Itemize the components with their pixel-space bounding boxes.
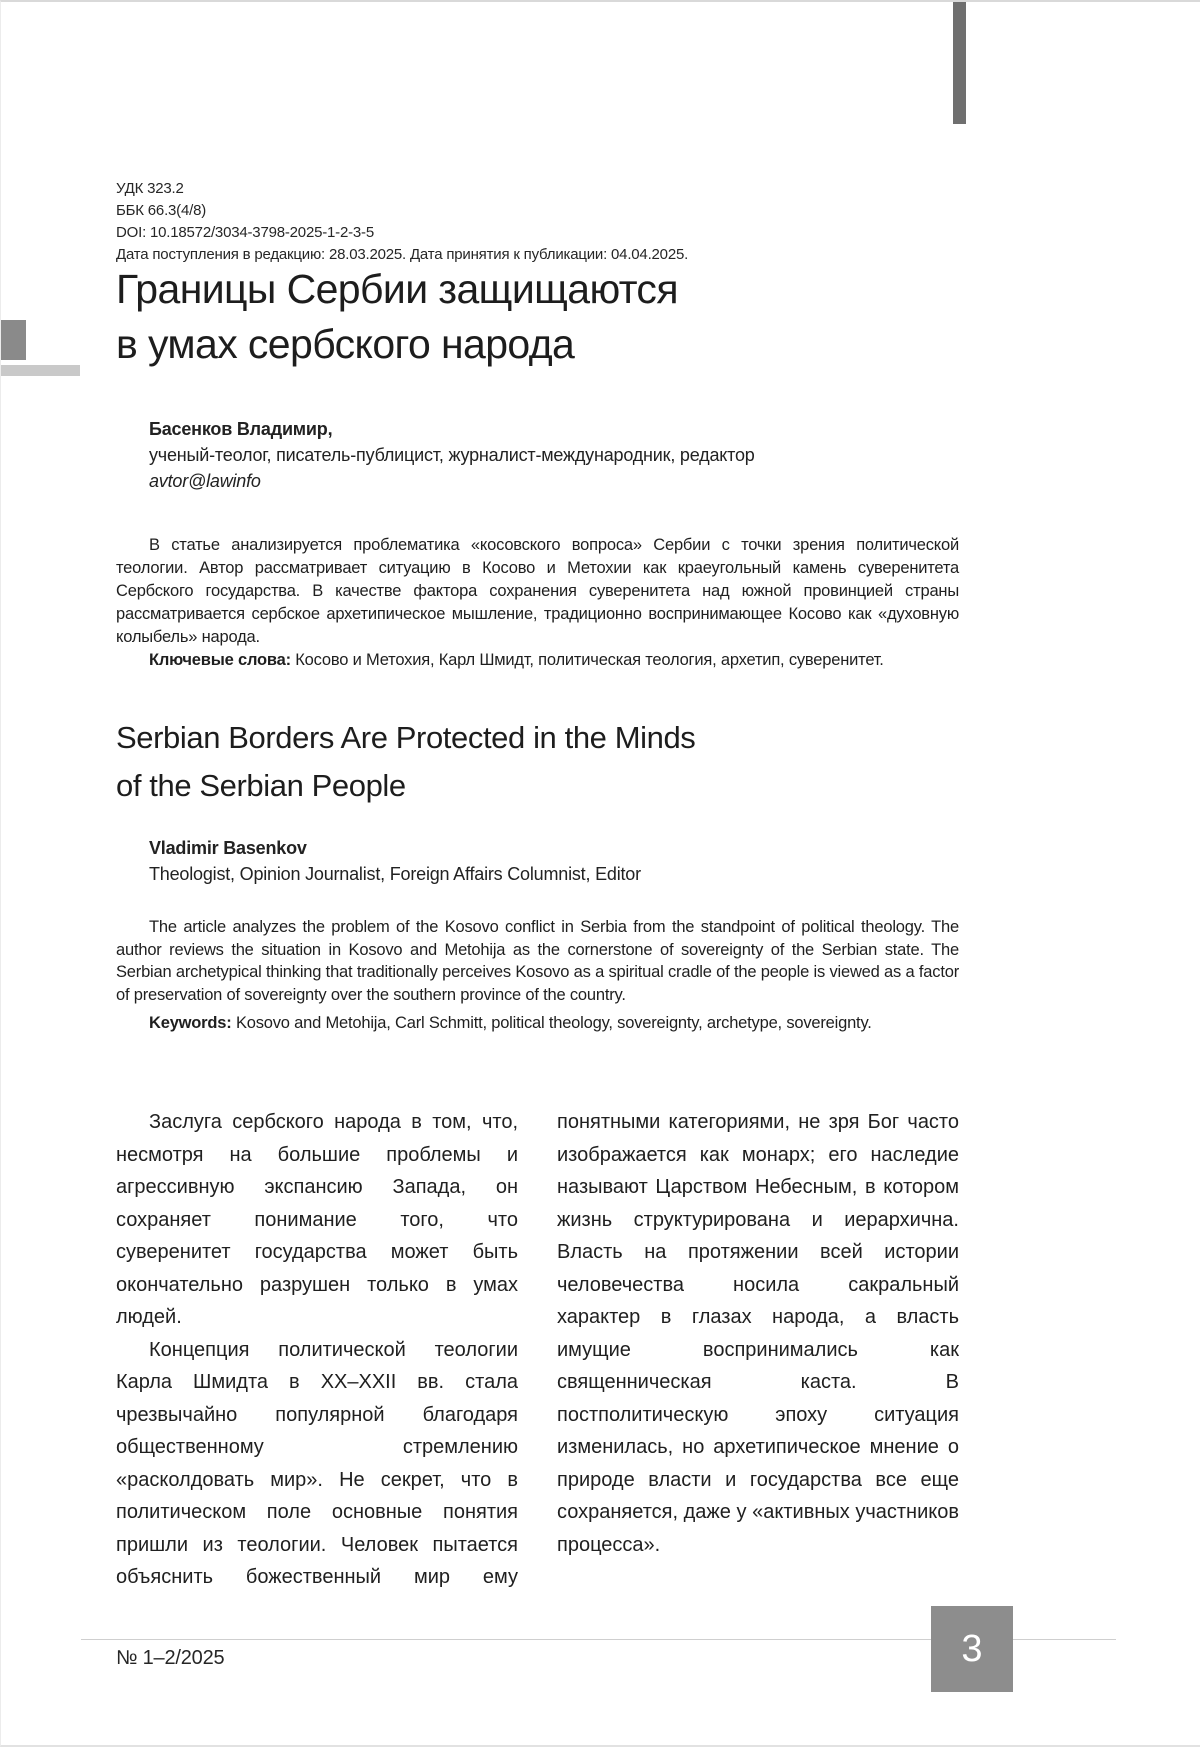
author-name-en: Vladimir Basenkov — [149, 838, 307, 858]
top-right-decor-bar — [953, 2, 966, 124]
doi: DOI: 10.18572/3034-3798-2025-1-2-3-5 — [116, 224, 374, 241]
keywords-ru: Косово и Метохия, Карл Шмидт, политическая теология, архетип, суверенитет. — [290, 651, 884, 669]
page-number: 3 — [961, 1627, 983, 1670]
abstract-block-ru — [116, 534, 959, 672]
author-block-en — [116, 835, 992, 887]
author-email: avtor@lawinfo — [149, 471, 261, 491]
udk-code: УДК 323.2 — [116, 180, 184, 197]
author-role-en: Theologist, Opinion Journalist, Foreign Affairs Columnist, Editor — [149, 864, 641, 884]
left-margin-dark-block — [1, 320, 26, 360]
article-body — [116, 1106, 959, 1594]
article-metadata — [116, 178, 959, 266]
submission-dates: Дата поступления в редакцию: 28.03.2025. Дата принятия к публикации: 04.04.2025. — [116, 246, 689, 263]
keywords-label-ru: Ключевые слова: — [149, 651, 291, 669]
author-role-ru: ученый-теолог, писатель-публицист, журналист-международник, редактор — [149, 445, 755, 465]
page-number-box — [931, 1606, 1013, 1692]
keywords-line-en — [116, 1012, 959, 1035]
keywords-en: Kosovo and Metohija, Carl Schmitt, political theology, sovereignty, archetype, sovereignty. — [231, 1014, 872, 1032]
article-title-en: Serbian Borders Are Protected in the Minds of the Serbian People — [116, 720, 696, 803]
bbk-code: ББК 66.3(4/8) — [116, 202, 207, 219]
author-block-ru — [116, 416, 992, 494]
author-name-ru: Басенков Владимир, — [149, 419, 333, 439]
keywords-label-en: Keywords: — [149, 1014, 232, 1032]
abstract-block-en — [116, 916, 959, 1035]
article-title-ru: Границы Сербии защищаются в умах сербского народа — [116, 266, 678, 367]
body-paragraph: Заслуга сербского народа в том, что, несмотря на большие проблемы и агрессивную экспансию Запада, он сохраняет понимание того, что суверенитет государства может быть окончательно разрушен только в умах людей. — [116, 1111, 518, 1328]
keywords-line-ru — [116, 649, 959, 672]
left-margin-light-block — [1, 365, 80, 376]
abstract-text-ru: В статье анализируется проблематика «косовского вопроса» Сербии с точки зрения политической теологии. Автор рассматривает ситуацию в Косово и Метохии как краеугольный камень суверенитета Сербского государства. В качестве фактора сохранения суверенитета над южной провинцией страны рассматривается сербское архетипическое мышление, традиционно воспринимающее Косово как «духовную колыбель» народа. — [116, 536, 959, 646]
footer-issue-number: № 1–2/2025 — [116, 1647, 225, 1669]
body-paragraph: Концепция политической теологии Карла Шмидта в XX–XXII вв. стала чрезвычайно популярной благодаря общественному стремлению «расколдовать мир». Не секрет, что в политическом поле основные понятия пришли из теологии. Человек пытается объяснить божественный мир ему понятными категориями, не зря Бог часто изображается как монарх; его наследие называют Царством Небесным, в котором жизнь структурирована и иерархична. Власть на протяжении всей истории человечества носила сакральный характер в глазах народа, а власть имущие воспринимались как священническая каста. В постполитическую эпоху ситуация изменилась, но архетипическое мнение о природе власти и государства все еще сохраняется, даже у «активных участников процесса». — [116, 1111, 959, 1588]
abstract-text-en: The article analyzes the problem of the Kosovo conflict in Serbia from the standpoint of political theology. The author reviews the situation in Kosovo and Metohija as the cornerstone of sovereignty of the Serbian state. The Serbian archetypical thinking that traditionally perceives Kosovo as a spiritual cradle of the people is viewed as a factor of preservation of sovereignty over the southern province of the country. — [116, 918, 959, 1004]
